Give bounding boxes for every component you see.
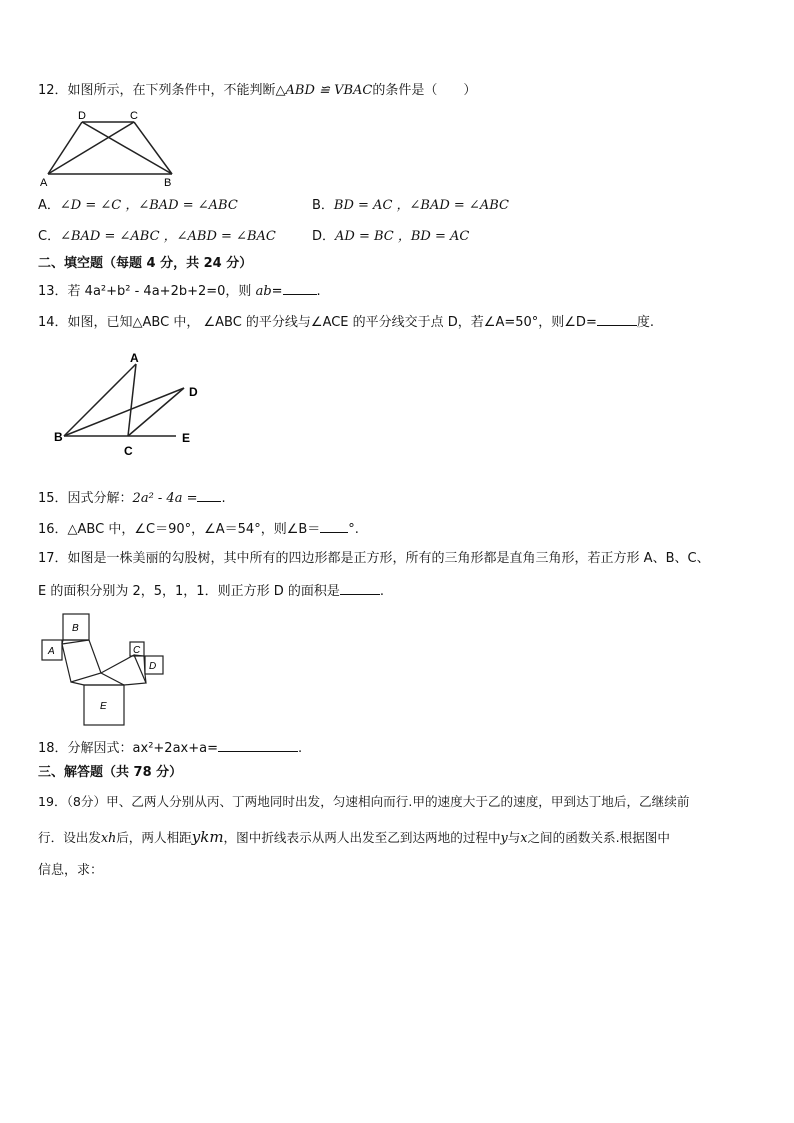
q14-label-a: A (130, 352, 139, 365)
q12-option-c-text: ∠BAD = ∠ABC ，∠ABD = ∠BAC (60, 229, 276, 244)
q15-answer-blank[interactable] (197, 488, 221, 502)
q18-line (38, 738, 302, 758)
q12-label-d: D (78, 110, 86, 122)
q12-option-b (312, 197, 509, 215)
q12-option-d-text: AD = BC ，BD = AC (335, 229, 470, 244)
q17-label-d: D (149, 661, 157, 672)
q17-triangle-bottom (71, 682, 124, 685)
q17-end: . (379, 584, 384, 599)
q14-figure (48, 352, 208, 460)
q12-seg-cb (134, 122, 172, 174)
q14-label-d: D (189, 385, 198, 399)
q12-label-a: A (40, 177, 48, 189)
q14-seg-bd (64, 388, 184, 436)
q14-label-e: E (182, 431, 191, 445)
q12-label-b: B (164, 177, 172, 189)
q19-line2-x2: x (520, 830, 528, 845)
q17-label-e: E (100, 701, 107, 712)
q19-line2-x: xh (100, 830, 117, 845)
q19-line2-d: 与 (507, 830, 521, 845)
q19-line2-y: ykm (191, 828, 224, 846)
q18-end: . (298, 741, 303, 756)
q14-seg-ba (64, 364, 136, 436)
q12-seg-ac (48, 122, 134, 174)
q19-line3: 信息，求： (38, 863, 104, 878)
q12-label-c: C (130, 110, 138, 122)
q15-end: . (221, 491, 226, 506)
q12-option-d (312, 228, 469, 246)
q19-line2 (38, 828, 670, 847)
q17-label-b: B (72, 623, 79, 634)
q12-stem-suffix: 的条件是（ ） (372, 83, 477, 98)
q17-line2 (38, 581, 384, 601)
q16-answer-blank[interactable] (320, 519, 348, 533)
q17-answer-blank[interactable] (340, 581, 380, 595)
q12-option-a-text: ∠D = ∠C ，∠BAD = ∠ABC (59, 198, 238, 213)
section3-title: 三、解答题（共 78 分） (38, 765, 183, 780)
q19-line2-y2: y (500, 830, 508, 845)
q19-line1: 19．（8分）甲、乙两人分别从丙、丁两地同时出发，匀速相向而行.甲的速度大于乙的速度，甲到达丁地后，乙继续前 (38, 794, 690, 809)
q17-line1: 17．如图是一株美丽的勾股树，其中所有的四边形都是正方形，所有的三角形都是直角三角形，若正方形 A、B、C、 (38, 551, 710, 566)
q17-line2-text: E 的面积分别为 2，5，1，1．则正方形 D 的面积是 (38, 584, 340, 599)
q16-line (38, 519, 359, 539)
q14-seg-cd (128, 388, 184, 436)
q15-line (38, 488, 226, 508)
q12-figure (38, 108, 188, 190)
q13-suffix: = (271, 284, 283, 299)
q19-line2-b: 后，两人相距 (116, 830, 192, 845)
q17-figure (38, 610, 168, 728)
q12-option-a-letter: A． (38, 198, 60, 213)
q19-line2-e: 之间的函数关系.根据图中 (527, 830, 670, 845)
q12-seg-ad (48, 122, 82, 174)
q13-line (38, 281, 321, 301)
q12-option-a (38, 197, 238, 215)
q15-prefix: 15．因式分解： (38, 491, 133, 506)
q12-stem-prefix: 12．如图所示，在下列条件中，不能判断 (38, 83, 276, 98)
q14-text: 14．如图，已知△ABC 中， ∠ABC 的平分线与∠ACE 的平分线交于点 D，若∠A=50°，则∠D= (38, 315, 597, 330)
q18-text: 18．分解因式：ax²+2ax+a= (38, 741, 218, 756)
q17-square-left-mid (62, 640, 101, 682)
q16-end: °. (348, 522, 359, 537)
q12-option-c (38, 228, 276, 246)
q17-label-c: C (133, 645, 141, 656)
q19-line2-c: ，图中折线表示从两人出发至乙到达两地的过程中 (223, 830, 501, 845)
q18-answer-blank[interactable] (218, 738, 298, 752)
q12-option-b-letter: B． (312, 198, 334, 213)
q14-end: 度. (636, 315, 654, 330)
q14-seg-ac (128, 364, 136, 436)
q12-seg-db (82, 122, 172, 174)
q13-prefix: 13．若 4a²+b² - 4a+2b+2=0，则 (38, 284, 256, 299)
q17-label-a: A (48, 646, 55, 657)
q14-label-c: C (124, 444, 133, 458)
section2-title: 二、填空题（每题 4 分，共 24 分） (38, 256, 253, 271)
q14-answer-blank[interactable] (597, 312, 637, 326)
q13-answer-blank[interactable] (283, 281, 317, 295)
q12-stem-math: △ABD ≌ VBAC (275, 83, 373, 98)
q15-expr: 2a² - 4a = (132, 491, 198, 506)
q13-end: . (316, 284, 321, 299)
q12-option-d-letter: D． (312, 229, 336, 244)
q12-option-c-letter: C． (38, 229, 61, 244)
q14-label-b: B (54, 430, 63, 444)
q16-text: 16．△ABC 中，∠C＝90°，∠A＝54°，则∠B＝ (38, 522, 321, 537)
q19-line2-a: 行．设出发 (38, 830, 101, 845)
q14-line (38, 312, 654, 332)
q12-stem (38, 82, 476, 100)
q12-option-b-text: BD = AC ，∠BAD = ∠ABC (333, 198, 509, 213)
q17-square-right-mid (101, 655, 146, 685)
q13-var: ab (255, 284, 272, 299)
